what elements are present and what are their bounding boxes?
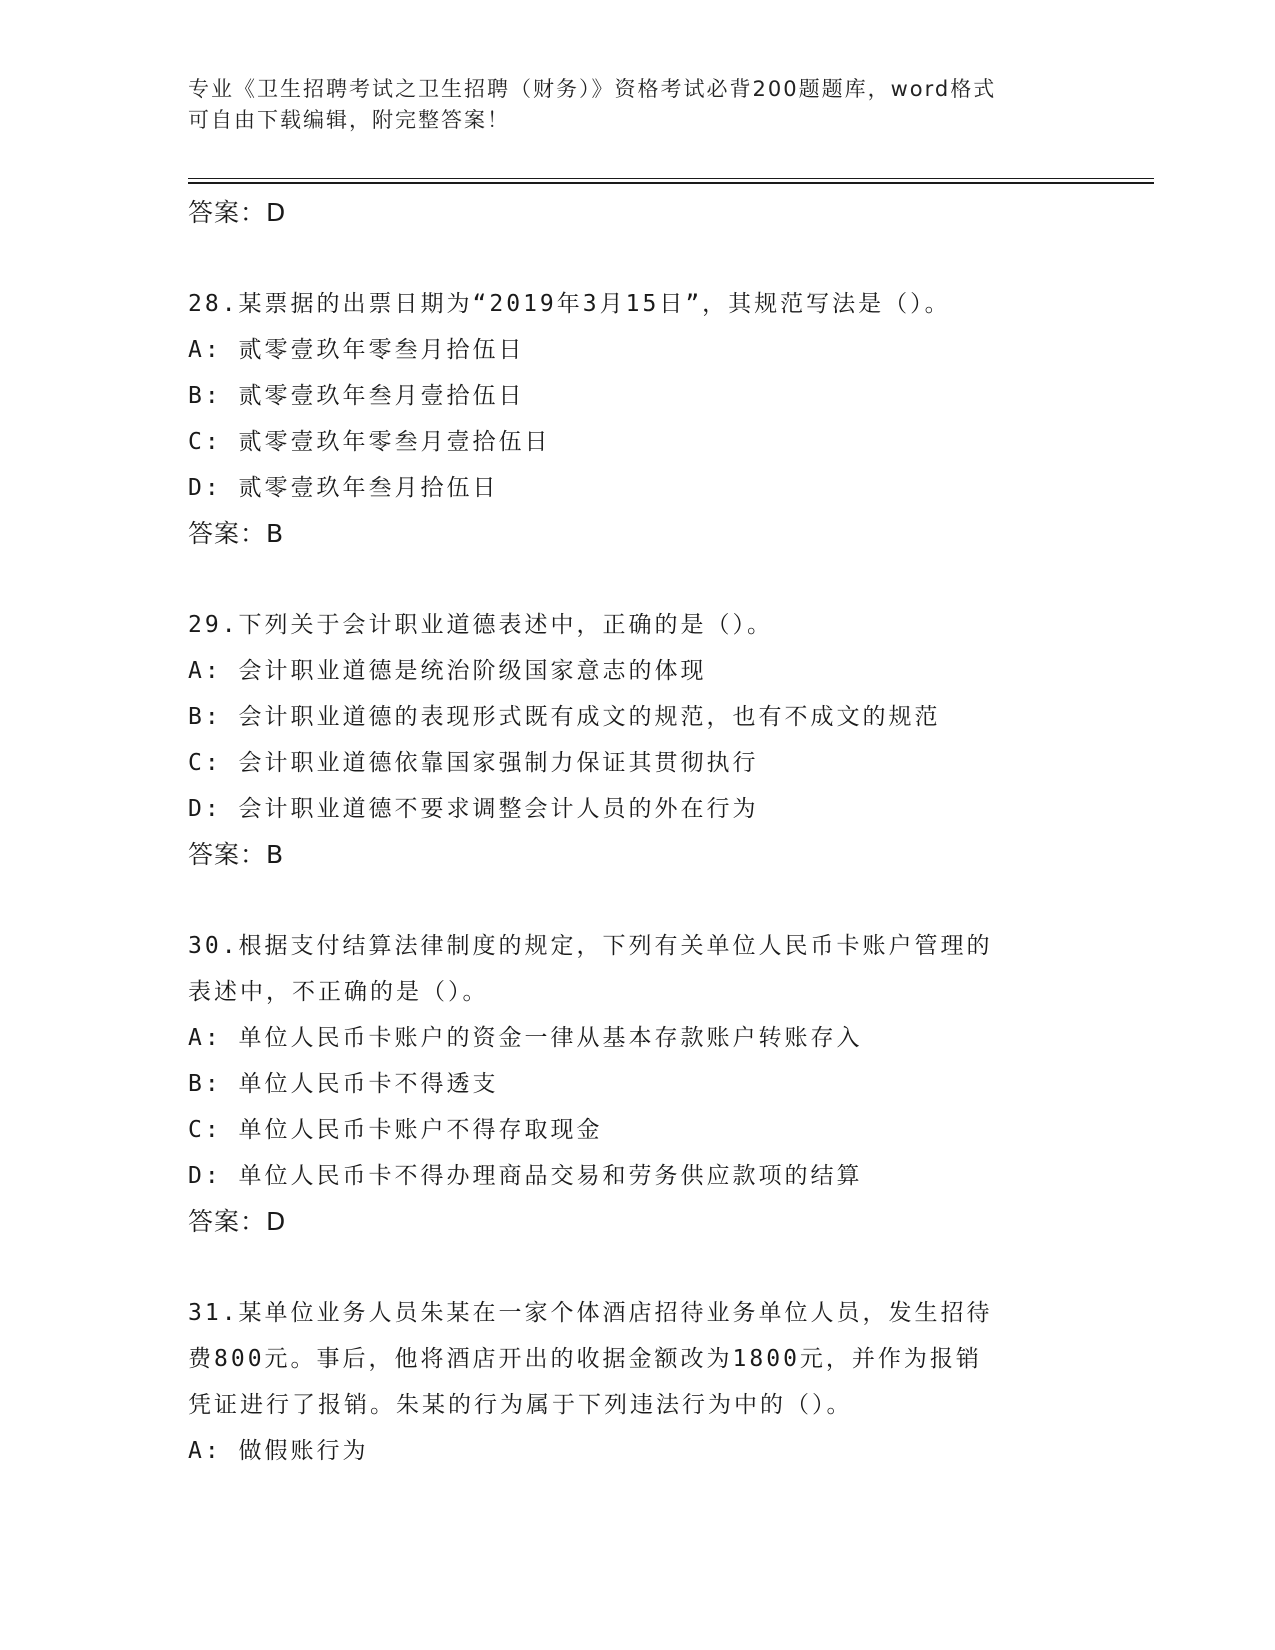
question-stem [188, 1290, 1088, 1428]
answer-value: B [266, 519, 285, 548]
answer-label: 答案： [188, 1207, 267, 1236]
option-d: D: 单位人民币卡不得办理商品交易和劳务供应款项的结算 [188, 1163, 863, 1189]
option-d: D: 会计职业道德不要求调整会计人员的外在行为 [188, 796, 759, 822]
answer-line [188, 832, 1088, 878]
option-b: B: 单位人民币卡不得透支 [188, 1071, 499, 1097]
question-stem [188, 281, 1088, 327]
option-d: D: 贰零壹玖年叁月拾伍日 [188, 475, 499, 501]
question-30 [188, 923, 1088, 1245]
question-28 [188, 281, 1088, 557]
question-29 [188, 602, 1088, 878]
answer-value: B [266, 840, 285, 869]
answer-label: 答案： [188, 840, 267, 869]
option-a: A: 单位人民币卡账户的资金一律从基本存款账户转账存入 [188, 1025, 863, 1051]
document-body [188, 190, 1088, 1474]
question-stem-line: 凭证进行了报销。朱某的行为属于下列违法行为中的（）。 [188, 1392, 853, 1418]
answer-line [188, 1199, 1088, 1245]
question-stem-line: 30.根据支付结算法律制度的规定，下列有关单位人民币卡账户管理的 [188, 933, 993, 959]
header-divider-thick [188, 182, 1154, 184]
question-stem [188, 602, 1088, 648]
option-c: C: 贰零壹玖年零叁月壹拾伍日 [188, 429, 551, 455]
question-stem [188, 923, 1088, 1015]
question-stem-line: 表述中，不正确的是（）。 [188, 979, 489, 1005]
question-31 [188, 1290, 1088, 1474]
answer-line [188, 511, 1088, 557]
header-line-1: 专业《卫生招聘考试之卫生招聘（财务）》资格考试必背200题题库，word格式 [188, 77, 997, 101]
option-c: C: 单位人民币卡账户不得存取现金 [188, 1117, 603, 1143]
option-c: C: 会计职业道德依靠国家强制力保证其贯彻执行 [188, 750, 759, 776]
answer-label: 答案： [188, 198, 267, 227]
answer-label: 答案： [188, 519, 267, 548]
answer-value: D [266, 198, 287, 227]
question-stem-line: 31.某单位业务人员朱某在一家个体酒店招待业务单位人员，发生招待 [188, 1300, 993, 1326]
option-b: B: 贰零壹玖年叁月壹拾伍日 [188, 383, 525, 409]
question-stem-line: 费800元。事后，他将酒店开出的收据金额改为1800元，并作为报销 [188, 1346, 982, 1372]
header-line-2: 可自由下载编辑，附完整答案！ [188, 108, 510, 132]
document-header [188, 74, 1088, 136]
question-stem-line: 28.某票据的出票日期为“2019年3月15日”，其规范写法是（）。 [188, 291, 951, 317]
option-b: B: 会计职业道德的表现形式既有成文的规范，也有不成文的规范 [188, 704, 941, 730]
header-divider-thin [188, 178, 1154, 179]
answer-value: D [266, 1207, 287, 1236]
answer-line [188, 190, 1088, 236]
question-stem-line: 29.下列关于会计职业道德表述中，正确的是（）。 [188, 612, 774, 638]
option-a: A: 做假账行为 [188, 1438, 369, 1464]
option-a: A: 贰零壹玖年零叁月拾伍日 [188, 337, 525, 363]
option-a: A: 会计职业道德是统治阶级国家意志的体现 [188, 658, 707, 684]
